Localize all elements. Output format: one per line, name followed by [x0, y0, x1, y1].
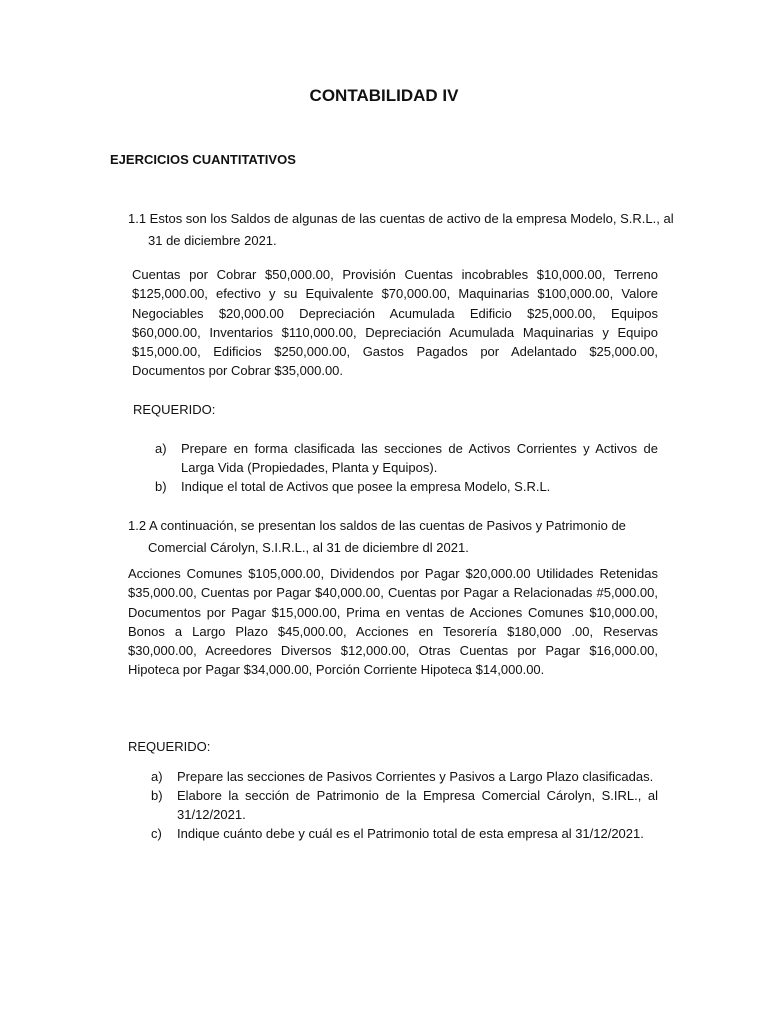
list-marker: a) — [155, 441, 167, 456]
exercise-1-requirements — [155, 439, 658, 496]
exercise-2-heading: 1.2 A continuación, se presentan los saldos de las cuentas de Pasivos y Patrimonio de Comercial Cárolyn, S.I.R.L., al 31 de diciembre dl 2021. — [128, 518, 626, 555]
exercise-1-heading: 1.1 Estos son los Saldos de algunas de las cuentas de activo de la empresa Modelo, S.R.L., al 31 de diciembre 2021. — [128, 211, 674, 248]
exercise-2-required-label: REQUERIDO: — [128, 739, 211, 754]
list-item — [151, 767, 658, 786]
list-marker: c) — [151, 826, 162, 841]
exercise-1-required-label: REQUERIDO: — [133, 402, 216, 417]
section-heading: EJERCICIOS CUANTITATIVOS — [110, 152, 296, 167]
list-item-text: Indique cuánto debe y cuál es el Patrimonio total de esta empresa al 31/12/2021. — [177, 826, 644, 841]
list-marker: b) — [151, 788, 163, 803]
list-marker: a) — [151, 769, 163, 784]
list-item — [155, 439, 658, 477]
exercise-2-body: Acciones Comunes $105,000.00, Dividendos por Pagar $20,000.00 Utilidades Retenidas $35,000.00, Cuentas por Pagar $40,000.00, Cuentas por Pagar a Relacionadas #5,000.00, Documentos por Pagar $15,000.00, Prima en ventas de Acciones Comunes $10,000.00, Bonos a Largo Plazo $45,000.00, Acciones en Tesorería $180,000 .00, Reservas $30,000.00, Acreedores Diversos $12,000.00, Otras Cuentas por Pagar $16,000.00, Hipoteca por Pagar $34,000.00, Porción Corriente Hipoteca $14,000.00. — [128, 566, 658, 678]
list-item-text: Indique el total de Activos que posee la empresa Modelo, S.R.L. — [181, 479, 551, 494]
document-title: CONTABILIDAD IV — [309, 86, 459, 105]
list-item-text: Prepare las secciones de Pasivos Corrientes y Pasivos a Largo Plazo clasificadas. — [177, 769, 654, 784]
list-item — [155, 477, 658, 496]
list-item-text: Elabore la sección de Patrimonio de la Empresa Comercial Cárolyn, S.IRL., al 31/12/2021. — [177, 788, 658, 822]
list-item — [151, 824, 658, 843]
exercise-1-body: Cuentas por Cobrar $50,000.00, Provisión Cuentas incobrables $10,000.00, Terreno $125,000.00, efectivo y su Equivalente $70,000.00, Maquinarias $100,000.00, Valore Negociables $20,000.00 Depreciación Acumulada Edificio $25,000.00, Equipos $60,000.00, Inventarios $110,000.00, Depreciación Acumulada Maquinarias y Equipo $15,000.00, Edificios $250,000.00, Gastos Pagados por Adelantado $25,000.00, Documentos por Cobrar $35,000.00. — [132, 267, 658, 379]
list-marker: b) — [155, 479, 167, 494]
list-item-text: Prepare en forma clasificada las secciones de Activos Corrientes y Activos de Larga Vida (Propiedades, Planta y Equipos). — [181, 441, 658, 475]
exercise-2-requirements — [151, 767, 658, 843]
list-item — [151, 786, 658, 824]
